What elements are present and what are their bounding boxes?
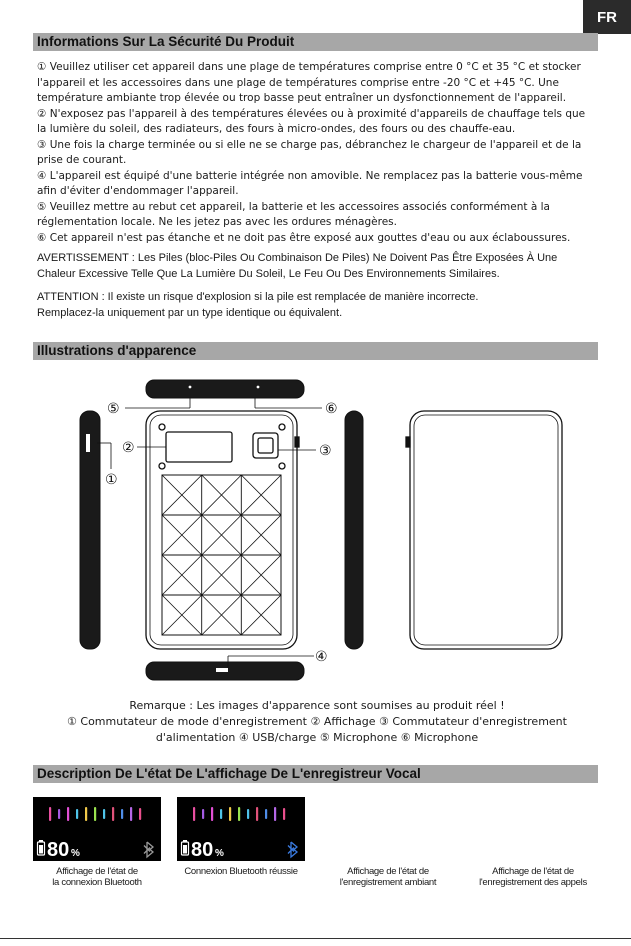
audio-level-bar — [274, 807, 276, 821]
device-illustration — [0, 370, 631, 690]
safety-item-1: ① Veuillez utiliser cet appareil dans une plage de températures comprise entre 0 °C et 35 °C et stocker l'appareil et les accessoires dans une plage de températures comprise entre -20 °C et +45 °C. Une température ambiante trop élevée ou trop basse peut entraîner un dysfonctionnement de l'appareil. — [37, 61, 581, 104]
audio-level-bar — [85, 807, 87, 821]
caption-line: Connexion Bluetooth réussie — [184, 866, 298, 877]
footer-rule — [0, 938, 631, 939]
audio-level-bar — [94, 807, 96, 821]
audio-level-bar — [247, 809, 249, 819]
audio-level-bar — [238, 807, 240, 821]
battery-icon — [182, 840, 189, 855]
warning-paragraph: AVERTISSEMENT : Les Piles (bloc-Piles Ou Combinaison De Piles) Ne Doivent Pas Être Exposées À Une Chaleur Excessive Telle Que La Lumière Du Soleil, Le Feu Ou Des Environnements Similaires. — [37, 252, 558, 280]
caption-bt-status — [33, 866, 161, 888]
safety-item-2: ② N'exposez pas l'appareil à des températures élevées ou à proximité d'appareils de chauffage tels que la lumière du soleil, des radiateurs, des fours à micro-ondes, des fours ou des chauffe-eau. — [37, 107, 586, 135]
bluetooth-icon — [288, 842, 297, 857]
audio-level-bar — [49, 807, 51, 821]
caption-line: l'enregistrement ambiant — [339, 877, 437, 888]
display-screen-bt-status — [33, 797, 161, 861]
audio-level-bar — [265, 809, 267, 819]
audio-level-bar — [139, 808, 141, 820]
display-screen-bt-connected — [177, 797, 305, 861]
callout-6: ⑥ — [325, 401, 338, 417]
audio-level-bar — [220, 809, 222, 819]
display-graphic — [177, 797, 305, 861]
safety-item-6: ⑥ Cet appareil n'est pas étanche et ne doit pas être exposé aux gouttes d'eau ou aux éclaboussures. — [37, 231, 571, 244]
caption-call-recording — [467, 866, 599, 888]
audio-level-bar — [121, 809, 123, 819]
device-back-view — [406, 411, 562, 649]
audio-level-bar — [67, 807, 69, 821]
display-graphic — [33, 797, 161, 861]
caption-line: la connexion Bluetooth — [52, 877, 142, 888]
safety-item-5: ⑤ Veuillez mettre au rebut cet appareil, la batterie et les accessoires associés conformément à la réglementation locale. Ne les jetez pas avec les ordures ménagères. — [37, 200, 550, 228]
audio-level-bar — [211, 807, 213, 821]
attention-line-2: Remplacez-la uniquement par un type identique ou équivalent. — [37, 307, 343, 319]
safety-list — [37, 60, 597, 246]
callout-3: ③ — [319, 443, 332, 459]
appearance-remark: Remarque : Les images d'apparence sont soumises au produit réel ! — [129, 699, 505, 712]
audio-level-bar — [103, 809, 105, 819]
safety-item-4: ④ L'appareil est équipé d'une batterie intégrée non amovible. Ne remplacez pas la batterie vous-même afin d'éviter d'endommager l'appareil. — [37, 169, 583, 197]
callout-2: ② — [122, 440, 135, 456]
attention-text — [37, 289, 597, 321]
appearance-notes — [37, 698, 597, 746]
warning-text — [37, 250, 597, 282]
caption-line: l'enregistrement des appels — [479, 877, 587, 888]
audio-level-bar — [229, 807, 231, 821]
battery-percent: 80 — [191, 839, 214, 861]
safety-item-3: ③ Une fois la charge terminée ou si elle ne se charge pas, débranchez le chargeur de l'appareil et de la prise de courant. — [37, 138, 582, 166]
device-top-view — [146, 380, 304, 398]
caption-bt-connected — [170, 866, 312, 877]
audio-level-bar — [112, 807, 114, 821]
section-title-appearance: Illustrations d'apparence — [33, 342, 598, 360]
callout-5: ⑤ — [107, 401, 120, 417]
appearance-legend-2: d'alimentation ④ USB/charge ⑤ Microphone ⑥ Microphone — [155, 731, 479, 744]
callout-1: ① — [105, 472, 118, 488]
audio-level-bar — [130, 807, 132, 821]
caption-line: Affichage de l'état de — [56, 866, 138, 877]
battery-unit: % — [71, 848, 80, 859]
caption-line: Affichage de l'état de — [347, 866, 429, 877]
battery-unit: % — [215, 848, 224, 859]
device-right-side — [345, 411, 363, 649]
section-title-display: Description De L'état De L'affichage De L'enregistreur Vocal — [33, 765, 598, 783]
audio-level-bar — [202, 809, 204, 819]
appearance-legend-1: ① Commutateur de mode d'enregistrement ② Affichage ③ Commutateur d'enregistrement — [67, 715, 567, 728]
bluetooth-icon — [144, 842, 153, 857]
section-title-safety: Informations Sur La Sécurité Du Produit — [33, 33, 598, 51]
attention-line-1: ATTENTION : Il existe un risque d'explosion si la pile est remplacée de manière incorrecte. — [37, 291, 479, 303]
caption-ambient-recording — [322, 866, 454, 888]
audio-level-bar — [256, 807, 258, 821]
battery-percent: 80 — [47, 839, 70, 861]
battery-icon — [38, 840, 45, 855]
device-front-view — [146, 411, 299, 649]
callout-4: ④ — [315, 649, 328, 665]
audio-level-bar — [58, 809, 60, 819]
caption-line: Affichage de l'état de — [492, 866, 574, 877]
audio-level-bar — [193, 807, 195, 821]
audio-level-bar — [283, 808, 285, 820]
audio-level-bar — [76, 809, 78, 819]
language-tab: FR — [583, 0, 631, 34]
